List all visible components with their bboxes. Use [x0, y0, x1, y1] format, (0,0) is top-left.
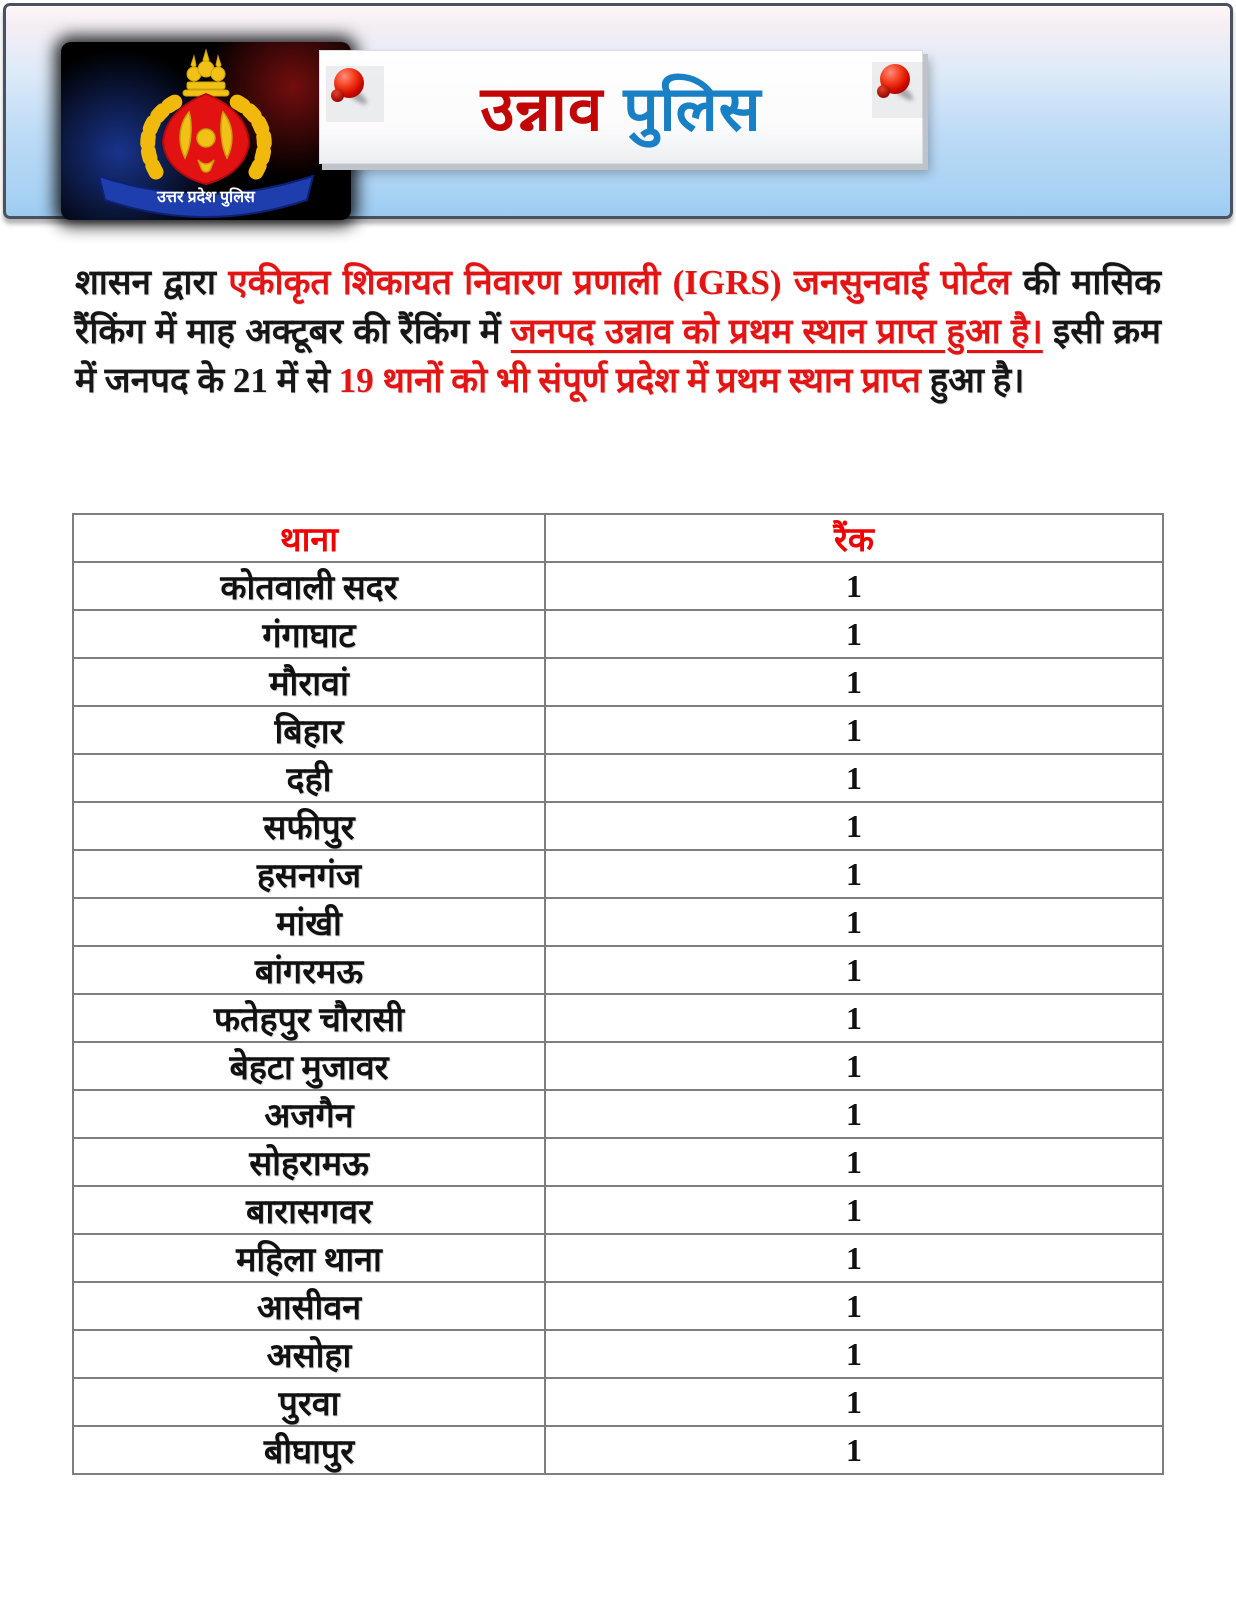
station-name-cell: बीघापुर — [73, 1426, 545, 1474]
rank-value-cell: 1 — [545, 706, 1163, 754]
rank-value-cell: 1 — [545, 994, 1163, 1042]
station-name-cell: बारासगवर — [73, 1186, 545, 1234]
rank-value-cell: 1 — [545, 610, 1163, 658]
rank-value-cell: 1 — [545, 754, 1163, 802]
up-police-logo — [61, 42, 351, 220]
station-name-cell: आसीवन — [73, 1282, 545, 1330]
intro-text-run: जनपद उन्नाव को प्रथम स्थान प्राप्त हुआ है। — [510, 312, 1043, 351]
station-name-cell: फतेहपुर चौरासी — [73, 994, 545, 1042]
ranking-table-body — [73, 562, 1163, 1474]
rank-value-cell: 1 — [545, 1234, 1163, 1282]
station-name-cell: मौरावां — [73, 658, 545, 706]
rank-value-cell: 1 — [545, 898, 1163, 946]
intro-paragraph — [75, 258, 1170, 405]
table-row — [73, 610, 1163, 658]
table-row — [73, 850, 1163, 898]
rank-value-cell: 1 — [545, 1138, 1163, 1186]
header-band — [3, 3, 1233, 219]
police-crest-emblem — [61, 42, 351, 220]
table-row — [73, 1186, 1163, 1234]
rank-value-cell: 1 — [545, 802, 1163, 850]
page-title — [480, 65, 761, 149]
table-row — [73, 562, 1163, 610]
station-name-cell: गंगाघाट — [73, 610, 545, 658]
logo-ribbon-text: उत्तर प्रदेश पुलिस — [157, 189, 255, 206]
intro-text-run: इसी क्रम में जनपद के 21 में से — [75, 312, 1170, 400]
intro-text-run: शासन द्वारा — [75, 263, 229, 302]
title-banner — [319, 50, 923, 164]
rank-value-cell: 1 — [545, 1186, 1163, 1234]
pushpin-icon-left — [326, 62, 384, 124]
table-row — [73, 754, 1163, 802]
rank-value-cell: 1 — [545, 1426, 1163, 1474]
station-name-cell: दही — [73, 754, 545, 802]
station-name-cell: पुरवा — [73, 1378, 545, 1426]
station-name-cell: हसनगंज — [73, 850, 545, 898]
pushpin-icon-right — [872, 58, 930, 120]
rank-value-cell: 1 — [545, 946, 1163, 994]
table-row — [73, 1282, 1163, 1330]
table-row — [73, 1138, 1163, 1186]
table-row — [73, 994, 1163, 1042]
table-row — [73, 1330, 1163, 1378]
station-name-cell: कोतवाली सदर — [73, 562, 545, 610]
intro-text-run: की मासिक रैंकिंग में माह अक्टूबर की रैंकिंग में — [75, 263, 1170, 351]
pushpin-head — [334, 68, 364, 98]
table-row — [73, 1378, 1163, 1426]
rank-value-cell: 1 — [545, 1090, 1163, 1138]
rank-value-cell: 1 — [545, 1282, 1163, 1330]
table-row — [73, 1234, 1163, 1282]
station-name-cell: सोहरामऊ — [73, 1138, 545, 1186]
ranking-table — [72, 513, 1164, 1475]
station-name-cell: सफीपुर — [73, 802, 545, 850]
rank-value-cell: 1 — [545, 562, 1163, 610]
table-row — [73, 802, 1163, 850]
station-name-cell: मांखी — [73, 898, 545, 946]
table-header-row — [73, 514, 1163, 562]
rank-value-cell: 1 — [545, 1042, 1163, 1090]
rank-value-cell: 1 — [545, 1330, 1163, 1378]
page-title-district: उन्नाव — [480, 76, 604, 144]
table-row — [73, 1042, 1163, 1090]
column-header-station: थाना — [73, 514, 545, 562]
station-name-cell: बिहार — [73, 706, 545, 754]
rank-value-cell: 1 — [545, 850, 1163, 898]
page-title-police: पुलिस — [623, 76, 762, 144]
station-name-cell: असोहा — [73, 1330, 545, 1378]
table-row — [73, 946, 1163, 994]
table-row — [73, 706, 1163, 754]
station-name-cell: अजगैन — [73, 1090, 545, 1138]
station-name-cell: महिला थाना — [73, 1234, 545, 1282]
pushpin-head — [880, 64, 910, 94]
rank-value-cell: 1 — [545, 1378, 1163, 1426]
intro-text-run: 19 थानों को भी संपूर्ण प्रदेश में प्रथम स्थान प्राप्त — [338, 361, 921, 400]
column-header-rank: रैंक — [545, 514, 1163, 562]
intro-text-run: एकीकृत शिकायत निवारण प्रणाली (IGRS) जनसुनवाई पोर्टल — [228, 263, 1024, 302]
intro-text-run: हुआ है। — [920, 361, 1025, 400]
station-name-cell: बेहटा मुजावर — [73, 1042, 545, 1090]
station-name-cell: बांगरमऊ — [73, 946, 545, 994]
table-row — [73, 1426, 1163, 1474]
rank-value-cell: 1 — [545, 658, 1163, 706]
table-row — [73, 898, 1163, 946]
table-row — [73, 1090, 1163, 1138]
table-row — [73, 658, 1163, 706]
